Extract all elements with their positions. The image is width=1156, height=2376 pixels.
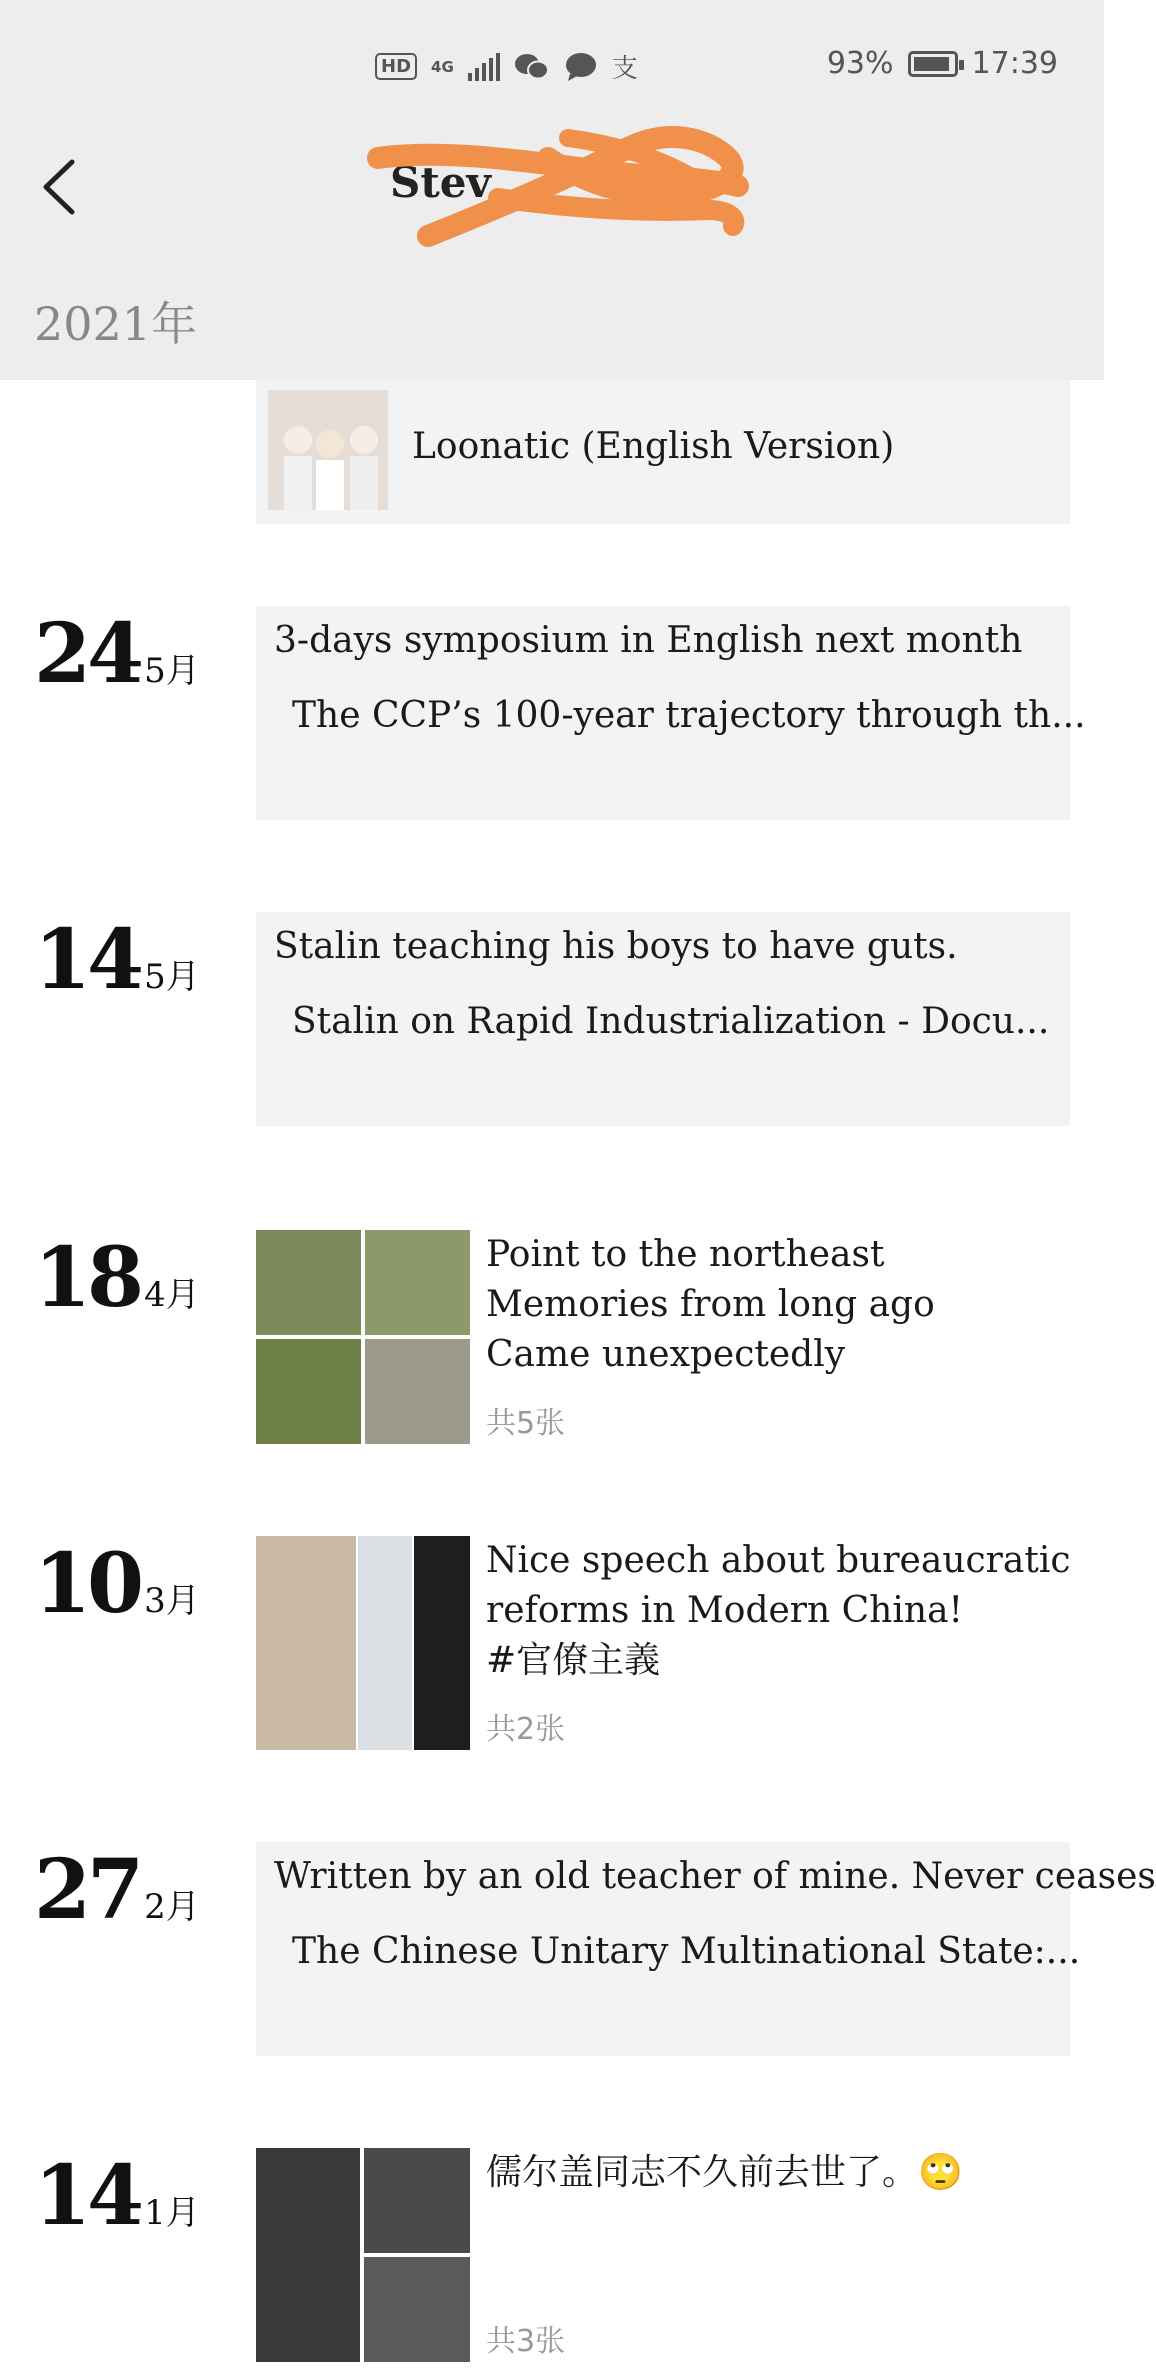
- date-day: 24: [34, 606, 141, 702]
- post-caption: 3-days symposium in English next month: [274, 620, 1023, 661]
- post-date: [34, 912, 200, 1008]
- post-caption: Stalin teaching his boys to have guts.: [274, 926, 958, 967]
- shared-link-card[interactable]: [256, 606, 1086, 820]
- date-day: 10: [34, 1536, 141, 1632]
- photo-thumbnail: [364, 2257, 470, 2362]
- shared-link-card[interactable]: [256, 1842, 1156, 2056]
- photo-grid[interactable]: [256, 1230, 470, 1444]
- post-date: [34, 2148, 200, 2244]
- post-caption: Written by an old teacher of mine. Never ceases: [274, 1856, 1156, 1897]
- year-header: [0, 248, 1104, 380]
- post-date: [34, 1230, 200, 1326]
- alipay-icon: 支: [611, 54, 638, 84]
- photo-thumbnail: [256, 2148, 360, 2362]
- post-text: Nice speech about bureaucratic reforms in Modern China! #官僚主義: [486, 1540, 1071, 1681]
- link-title: Stalin on Rapid Industrialization - Docu...: [292, 1001, 1050, 1042]
- clock: 17:39: [971, 46, 1058, 81]
- year-label: 2021年: [34, 297, 198, 351]
- page-title: Stev: [390, 158, 491, 207]
- photo-thumbnail: [256, 1536, 356, 1750]
- network-type: 4G: [431, 57, 454, 76]
- date-month: 3月: [144, 1581, 200, 1621]
- photo-thumbnail: [414, 1536, 470, 1750]
- status-icons-center: [375, 48, 638, 85]
- chevron-left-icon[interactable]: [36, 152, 86, 222]
- photo-thumbnail: [364, 2148, 470, 2253]
- post-date: [34, 1536, 200, 1632]
- status-bar: [0, 0, 1104, 130]
- photo-count: 共5张: [486, 1406, 566, 1441]
- photo-thumbnail: [365, 1230, 470, 1335]
- battery-icon: [908, 51, 958, 77]
- post-card[interactable]: [256, 380, 1070, 524]
- photo-count: 共2张: [486, 1712, 566, 1747]
- photo-count: 共3张: [486, 2324, 566, 2359]
- date-day: 18: [34, 1230, 141, 1326]
- photo-thumbnail: [256, 1230, 361, 1335]
- post-text: 儒尔盖同志不久前去世了。🙄: [486, 2152, 963, 2193]
- date-month: 5月: [144, 957, 200, 997]
- photo-thumbnail: [358, 1536, 412, 1750]
- post-date: [34, 1842, 200, 1938]
- shared-link-card[interactable]: [256, 912, 1070, 1126]
- nav-bar: [0, 130, 1104, 248]
- date-month: 2月: [144, 1887, 200, 1927]
- battery-fill: [914, 57, 949, 71]
- hd-icon: HD: [375, 53, 417, 80]
- date-month: 4月: [144, 1275, 200, 1315]
- photo-grid[interactable]: [256, 1536, 470, 1750]
- date-day: 14: [34, 912, 141, 1008]
- post-thumbnail: [268, 390, 388, 510]
- photo-grid[interactable]: [256, 2148, 470, 2362]
- date-month: 5月: [144, 651, 200, 691]
- post-text: Loonatic (English Version): [412, 426, 895, 467]
- link-title: The CCP’s 100-year trajectory through th...: [292, 695, 1086, 736]
- post-text: Point to the northeast Memories from long ago Came unexpectedly: [486, 1234, 935, 1375]
- battery-percent: 93%: [826, 46, 894, 81]
- link-title: The Chinese Unitary Multinational State:...: [292, 1931, 1081, 1972]
- redaction-scribble: [368, 118, 758, 258]
- date-day: 27: [34, 1842, 141, 1938]
- post-date: [34, 606, 200, 702]
- photo-thumbnail: [365, 1339, 470, 1444]
- date-day: 14: [34, 2148, 141, 2244]
- photo-thumbnail: [256, 1339, 361, 1444]
- signal-icon: [468, 53, 500, 81]
- date-month: 1月: [144, 2193, 200, 2233]
- message-icon: [564, 52, 598, 82]
- wechat-icon: [514, 52, 550, 82]
- status-icons-right: [827, 46, 1058, 81]
